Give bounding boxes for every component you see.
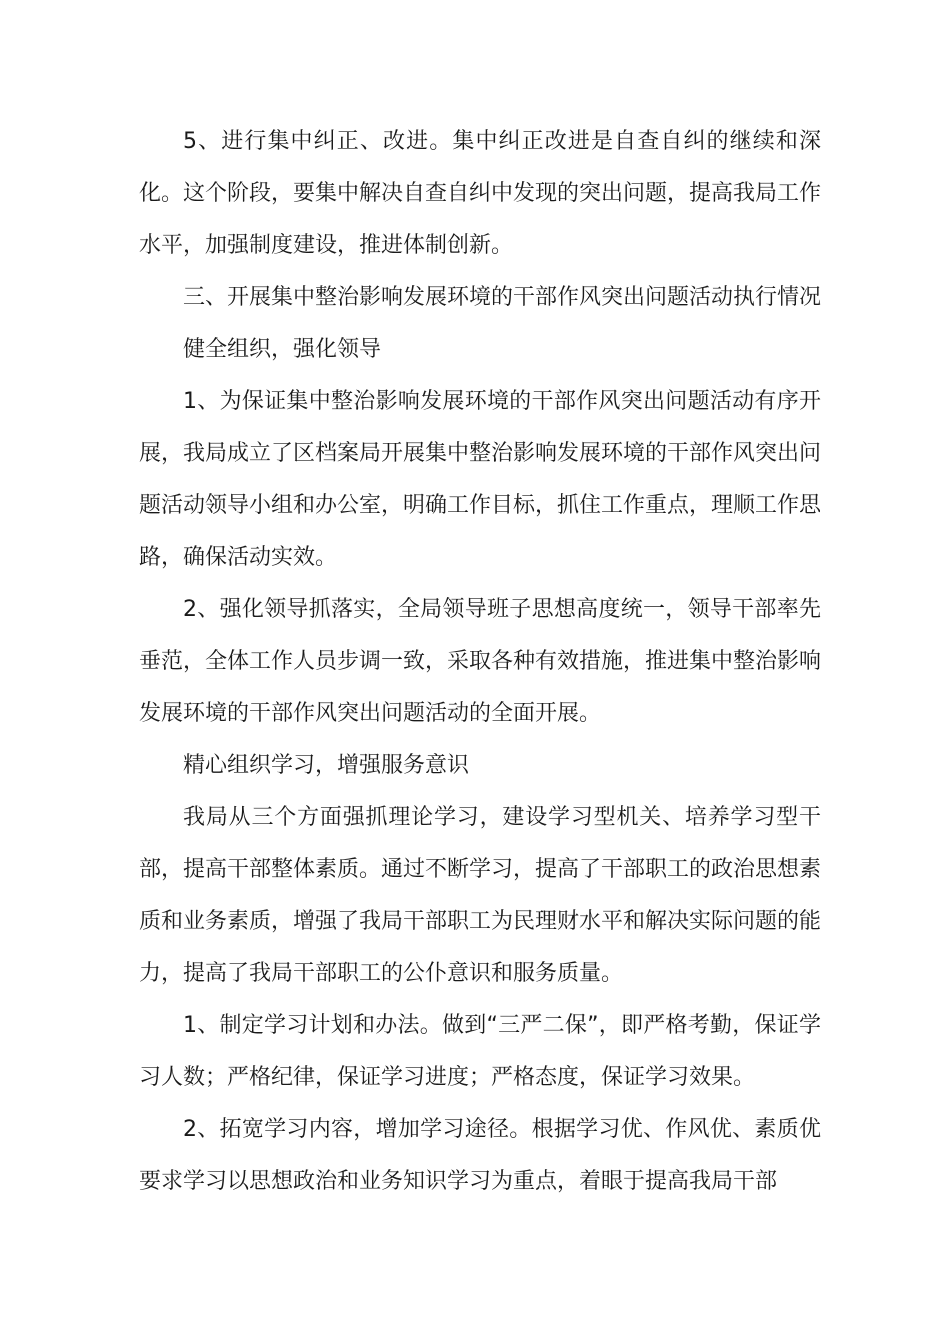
subheading-study: 精心组织学习，增强服务意识 [183,753,470,778]
paragraph-centralized-correction: 5、进行集中纠正、改进。集中纠正改进是自查自纠的继续和深化。这个阶段，要集中解决自查自纠中发现的突出问题，提高我局工作水平，加强制度建设，推进体制创新。 [139,129,822,258]
paragraph-study-1: 1、制定学习计划和办法。做到“三严二保”，即严格考勤，保证学习人数；严格纪律，保证学习进度；严格态度，保证学习效果。 [139,1013,821,1090]
paragraph-organization-2: 2、强化领导抓落实，全局领导班子思想高度统一，领导干部率先垂范，全体工作人员步调一致，采取各种有效措施，推进集中整治影响发展环境的干部作风突出问题活动的全面开展。 [139,597,822,726]
paragraph-study-intro: 我局从三个方面强抓理论学习，建设学习型机关、培养学习型干部，提高干部整体素质。通过不断学习，提高了干部职工的政治思想素质和业务素质，增强了我局干部职工为民理财水平和解决实际问题的能力，提高了我局干部职工的公仆意识和服务质量。 [139,805,822,986]
paragraph-study-2: 2、拓宽学习内容，增加学习途径。根据学习优、作风优、素质优要求学习以思想政治和业务知识学习为重点，着眼于提高我局干部 [139,1117,821,1194]
subheading-organization: 健全组织，强化领导 [183,337,382,362]
section-heading-three: 三、开展集中整治影响发展环境的干部作风突出问题活动执行情况 [183,285,822,310]
document-body [139,116,821,1208]
paragraph-organization-1: 1、为保证集中整治影响发展环境的干部作风突出问题活动有序开展，我局成立了区档案局开展集中整治影响发展环境的干部作风突出问题活动领导小组和办公室，明确工作目标，抓住工作重点，理顺工作思路，确保活动实效。 [139,389,822,570]
